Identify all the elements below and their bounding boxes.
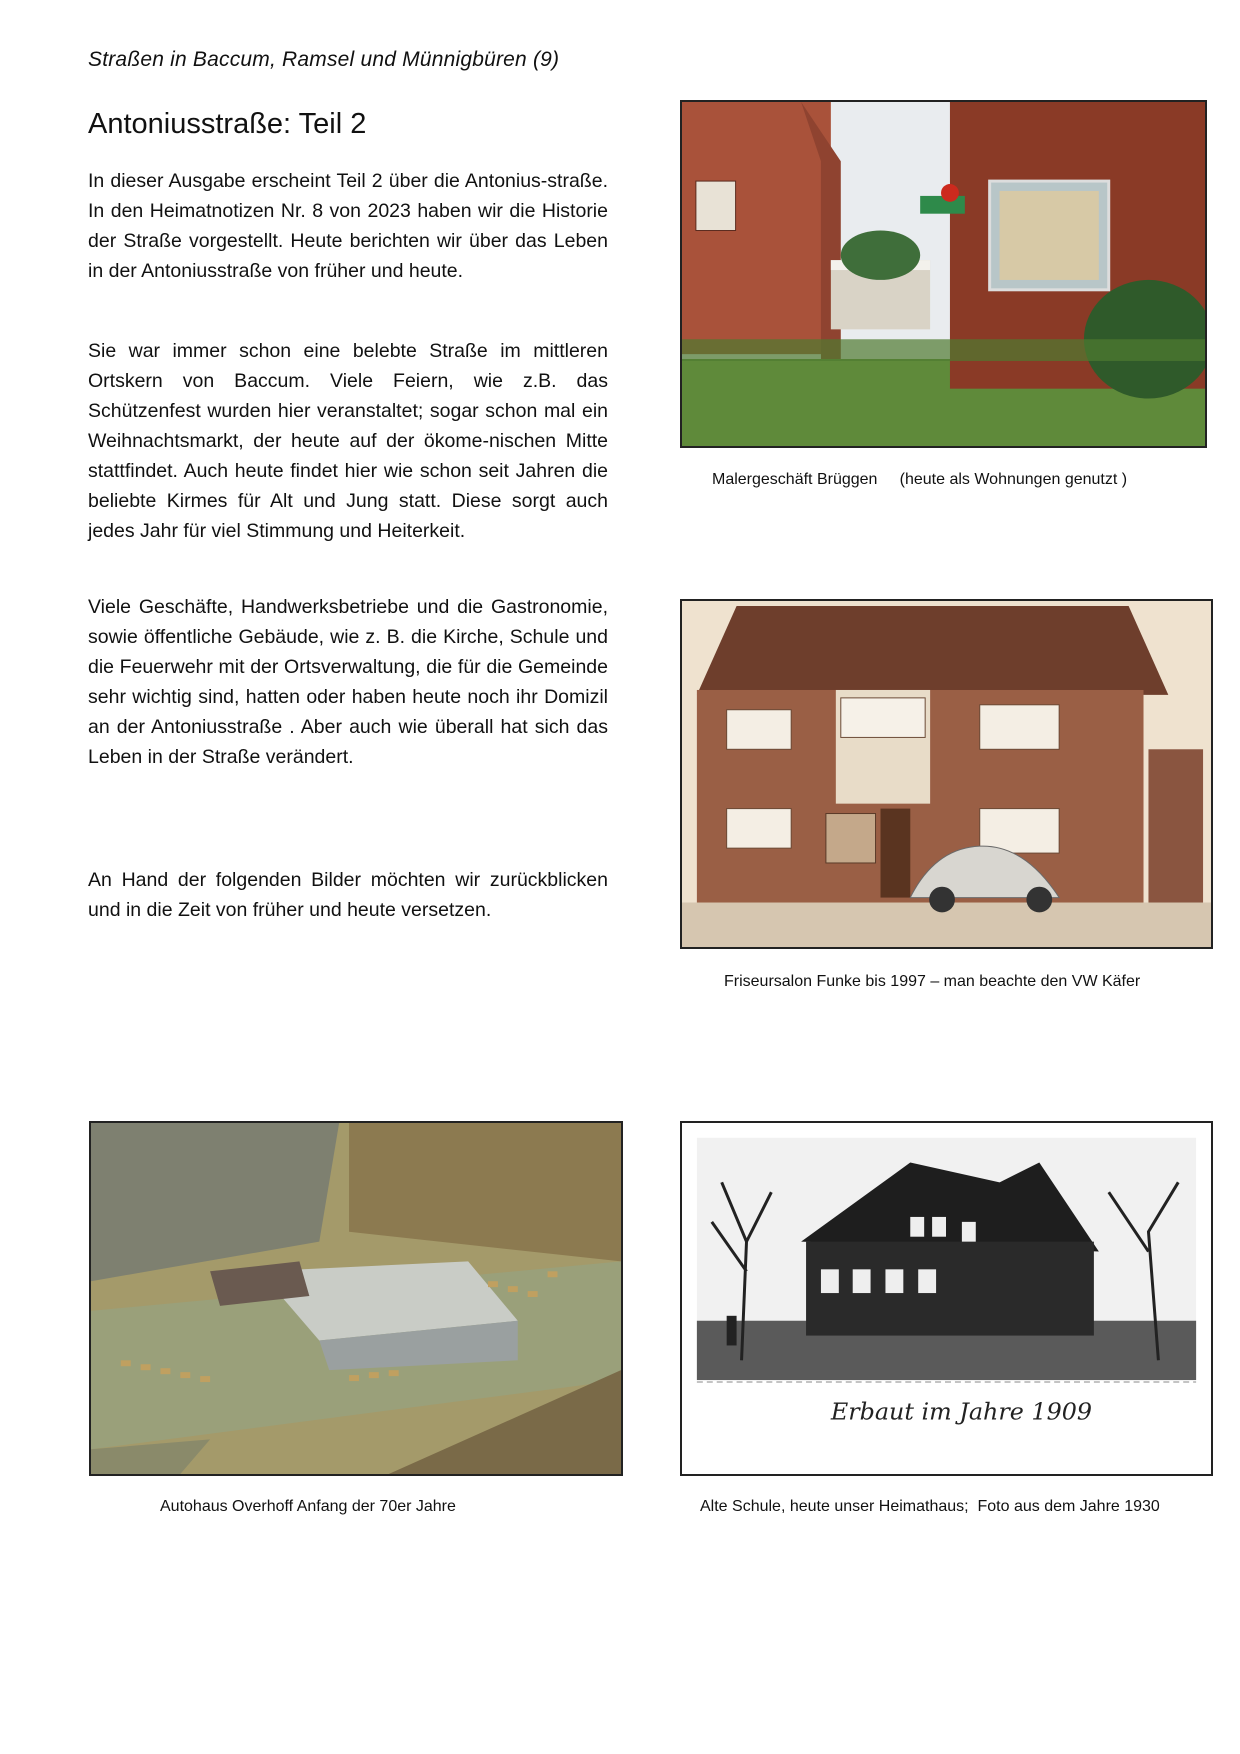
caption-autohaus: Autohaus Overhoff Anfang der 70er Jahre (160, 1498, 456, 1515)
caption-malergeschaeft: Malergeschäft Brüggen (heute als Wohnungen genutzt ) (712, 471, 1128, 488)
article-paragraph-3: Viele Geschäfte, Handwerksbetriebe und die Gastronomie, sowie öffentliche Gebäude, wie z. B. die Kirche, Schule und die Feuerwehr mit der Ortsverwaltung, die für die Gemeinde sehr wichtig sind, hatten oder haben heute noch ihr Domizil an der Antoniusstraße . Aber auch wie überall hat sich das Leben in der Straße verändert. (88, 596, 608, 768)
photo-autohaus (89, 1121, 623, 1476)
series-title: Straßen in Baccum, Ramsel und Münnigbüren (9) (88, 48, 560, 71)
caption-alte-schule: Alte Schule, heute unser Heimathaus; Foto aus dem Jahre 1930 (700, 1498, 1160, 1515)
photo-malergeschaeft (680, 100, 1207, 448)
article-paragraph-2: Sie war immer schon eine belebte Straße im mittleren Ortskern von Baccum. Viele Feiern, wie z.B. das Schützenfest wurden hier veranstaltet; sogar schon mal ein Weihnachtsmarkt, der heute auf der ökome-nischen Mitte stattfindet. Auch heute findet hier wie schon seit Jahren die beliebte Kirmes für Alt und Jung statt. Diese sorgt auch jedes Jahr für viel Stimmung und Heiterkeit. (88, 340, 608, 542)
caption-friseursalon: Friseursalon Funke bis 1997 – man beachte den VW Käfer (724, 973, 1141, 990)
handwritten-inscription: Erbaut im Jahre 1909 (830, 1397, 1093, 1426)
article-paragraph-4: An Hand der folgenden Bilder möchten wir zurückblicken und in die Zeit von früher und heute versetzen. (88, 869, 608, 921)
article-paragraph-1: In dieser Ausgabe erscheint Teil 2 über die Antonius-straße. In den Heimatnotizen Nr. 8 von 2023 haben wir die Historie der Straße vorgestellt. Heute berichten wir über das Leben in der Antoniusstraße von früher und heute. (88, 170, 608, 282)
article-title: Antoniusstraße: Teil 2 (88, 108, 367, 140)
photo-friseursalon (680, 599, 1213, 949)
photo-alte-schule (680, 1121, 1213, 1476)
